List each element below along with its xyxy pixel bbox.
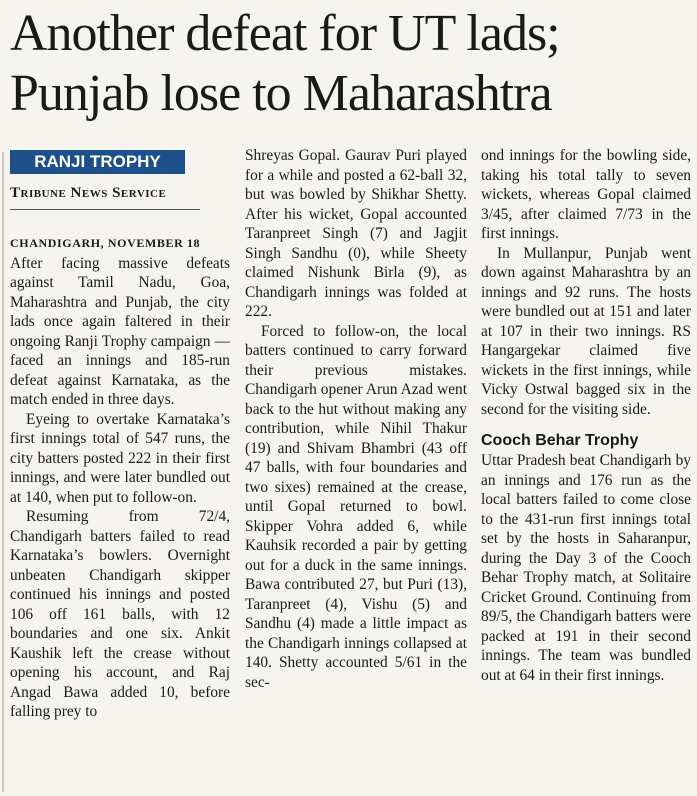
dateline: CHANDIGARH, NOVEMBER 18 bbox=[10, 236, 201, 250]
paragraph-5: Forced to follow-on, the local batters continued to carry forward their previous mistakes. Chandigarh opener Arun Azad went back to the hut without making any contribution, while Nihil Thakur (19) and Shivam Bhambri (43 off 47 balls, with four boundaries and two sixes) remained at the crease, until Gopal returned to bowl. Skipper Vohra added 6, while Kauhsik recorded a pair by getting out for a duck in the same innings. Bawa contributed 27, but Puri (13), Taranpreet (4), Vishu (5) and Sandhu (4) made a little impact as the Chandigarh innings collapsed at 140. Shetty accounted 5/61 in the sec- bbox=[245, 322, 467, 691]
paragraph-2: Eyeing to overtake Karnataka’s first innings total of 547 runs, the city batters posted 222 in their first innings, and were later bundled out at 140, when put to follow-on. bbox=[10, 410, 230, 506]
byline: Tribune News Service bbox=[10, 184, 200, 211]
article-column-3 bbox=[481, 146, 691, 685]
headline bbox=[10, 4, 690, 124]
section-label: RANJI TROPHY bbox=[10, 150, 185, 174]
paragraph-4: Shreyas Gopal. Gaurav Puri played for a while and posted a 62-ball 32, but was bowled by Shikhar Shetty. After his wicket, Gopal accounted Taranpreet Singh (7) and Jagjit Singh Sandhu (0), while Sheety claimed Nishunk Birla (9), as Chandigarh innings was folded at 222. bbox=[245, 147, 467, 320]
paragraph-6: ond innings for the bowling side, taking his total tally to seven wickets, whereas Gopal claimed 3/45, after claimed 7/73 in the first innings. bbox=[481, 147, 691, 242]
article-column-2 bbox=[245, 146, 467, 692]
headline-line-2: Punjab lose to Maharashtra bbox=[10, 65, 552, 122]
paragraph-7: In Mullanpur, Punjab went down against Maharashtra by an innings and 92 runs. The hosts were bundled out at 151 and later at 107 in their two innings. RS Hangargekar claimed five wickets in the first innings, while Vicky Ostwal bagged six in the second for the visiting side. bbox=[481, 244, 691, 418]
headline-line-1: Another defeat for UT lads; bbox=[10, 5, 560, 62]
paragraph-3: Resuming from 72/4, Chandigarh batters failed to read Karnataka’s bowlers. Overnight unbeaten Chandigarh skipper continued his innings and posted 106 off 161 balls, with 12 boundaries and one six. Ankit Kaushik left the crease without opening his account, and Raj Angad Bawa added 10, before falling prey to bbox=[10, 508, 230, 720]
paragraph-1: After facing massive defeats against Tamil Nadu, Goa, Maharashtra and Punjab, the city lads once again faltered in their ongoing Ranji Trophy campaign — faced an innings and 185-run defeat against Karnataka, as the match ended in three days. bbox=[10, 254, 230, 408]
column-rule bbox=[2, 152, 4, 792]
subhead-cooch-behar: Cooch Behar Trophy bbox=[481, 432, 639, 449]
paragraph-cooch-behar: Uttar Pradesh beat Chandigarh by an innings and 176 run as the local batters failed to come close to the 431-run first innings total set by the hosts in Saharanpur, during the Day 3 of the Cooch Behar Trophy match, at Solitaire Cricket Ground. Continuing from 89/5, the Chandigarh batters were packed at 191 in their second innings. The team was bundled out at 64 in their first innings. bbox=[481, 452, 691, 684]
article-column-1 bbox=[10, 150, 230, 722]
